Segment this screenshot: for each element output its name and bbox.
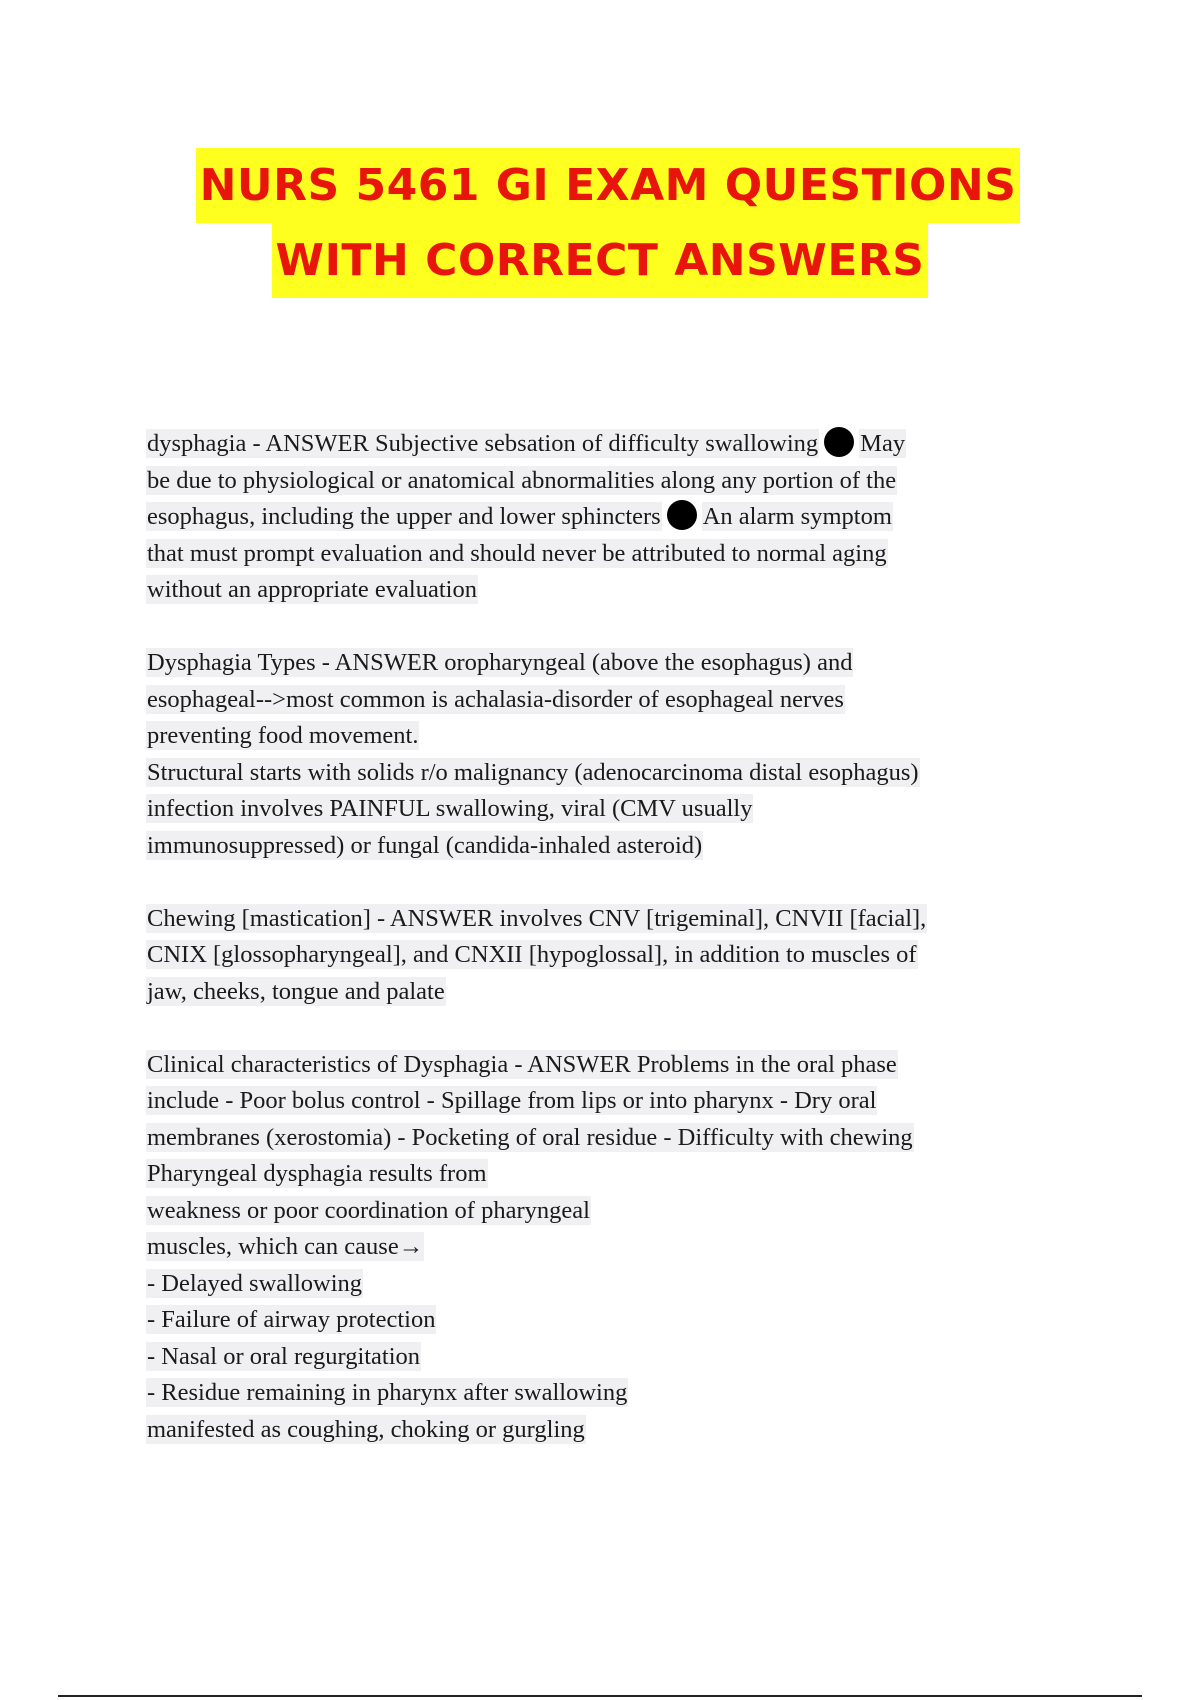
text-run: Clinical characteristics of Dysphagia - ANSWER Problems in the oral phase bbox=[147, 1050, 897, 1078]
text-line bbox=[147, 499, 1067, 536]
qa-entry-chewing bbox=[147, 901, 1067, 1011]
text-run: esophageal-->most common is achalasia-disorder of esophageal nerves bbox=[147, 685, 844, 713]
text-line bbox=[147, 463, 1067, 500]
qa-entry-dysphagia bbox=[147, 426, 1067, 609]
text-line bbox=[147, 937, 1067, 974]
text-run: esophagus, including the upper and lower sphincters bbox=[147, 503, 661, 530]
text-run: An alarm symptom bbox=[702, 503, 892, 530]
text-run: Dysphagia Types - ANSWER oropharyngeal (above the esophagus) and bbox=[147, 649, 853, 676]
text-line bbox=[147, 1266, 1067, 1303]
text-run: Chewing [mastication] - ANSWER involves CNV [trigeminal], CNVII [facial], bbox=[147, 904, 927, 932]
text-run: without an appropriate evaluation bbox=[147, 576, 477, 603]
text-line bbox=[147, 1193, 1067, 1230]
text-line bbox=[147, 426, 1067, 463]
text-run: muscles, which can cause→ bbox=[147, 1233, 424, 1260]
text-run: CNIX [glossopharyngeal], and CNXII [hypoglossal], in addition to muscles of bbox=[147, 941, 917, 968]
text-line bbox=[147, 1083, 1067, 1120]
text-run: dysphagia - ANSWER Subjective sebsation of difficulty swallowing bbox=[147, 430, 819, 457]
text-run: - Failure of airway protection bbox=[147, 1306, 436, 1333]
title-line-2: WITH CORRECT ANSWERS bbox=[272, 223, 929, 298]
text-run: jaw, cheeks, tongue and palate bbox=[147, 977, 445, 1005]
text-line bbox=[147, 536, 1067, 573]
text-line bbox=[147, 645, 1067, 682]
text-run: membranes (xerostomia) - Pocketing of oral residue - Difficulty with chewing bbox=[147, 1123, 913, 1151]
text-run: be due to physiological or anatomical abnormalities along any portion of the bbox=[147, 466, 897, 494]
text-line bbox=[147, 572, 1067, 609]
text-line bbox=[147, 1156, 1067, 1193]
text-run: - Residue remaining in pharynx after swallowing bbox=[147, 1379, 628, 1406]
text-line bbox=[147, 1302, 1067, 1339]
text-run: that must prompt evaluation and should never be attributed to normal aging bbox=[147, 539, 887, 567]
bullet-dot-icon bbox=[667, 500, 697, 530]
text-line bbox=[147, 1375, 1067, 1412]
document-body bbox=[147, 426, 1067, 1485]
text-run: - Nasal or oral regurgitation bbox=[147, 1342, 421, 1370]
text-line bbox=[147, 1339, 1067, 1376]
text-line bbox=[147, 828, 1067, 865]
bullet-dot-icon bbox=[824, 427, 854, 457]
title-line-1: NURS 5461 GI EXAM QUESTIONS bbox=[196, 148, 1021, 223]
text-run: include - Poor bolus control - Spillage from lips or into pharynx - Dry oral bbox=[147, 1087, 877, 1114]
qa-entry-dysphagia-types bbox=[147, 645, 1067, 864]
text-line bbox=[147, 755, 1067, 792]
text-line bbox=[147, 682, 1067, 719]
text-run: immunosuppressed) or fungal (candida-inhaled asteroid) bbox=[147, 831, 703, 859]
text-line bbox=[147, 1120, 1067, 1157]
qa-entry-clinical-characteristics bbox=[147, 1047, 1067, 1449]
text-run: weakness or poor coordination of pharyngeal bbox=[147, 1196, 590, 1224]
text-run: preventing food movement. bbox=[147, 722, 419, 749]
text-line bbox=[147, 974, 1067, 1011]
text-run: Structural starts with solids r/o malignancy (adenocarcinoma distal esophagus) bbox=[147, 758, 919, 786]
text-line bbox=[147, 1047, 1067, 1084]
text-run: manifested as coughing, choking or gurgling bbox=[147, 1415, 585, 1443]
text-run: May bbox=[860, 430, 906, 457]
footer-divider bbox=[58, 1695, 1142, 1697]
text-line bbox=[147, 901, 1067, 938]
text-run: Pharyngeal dysphagia results from bbox=[147, 1160, 487, 1187]
text-line bbox=[147, 791, 1067, 828]
text-line bbox=[147, 718, 1067, 755]
text-run: infection involves PAINFUL swallowing, viral (CMV usually bbox=[147, 795, 753, 822]
document-title bbox=[0, 148, 1200, 298]
text-line bbox=[147, 1412, 1067, 1449]
text-line bbox=[147, 1229, 1067, 1266]
text-run: - Delayed swallowing bbox=[147, 1269, 362, 1297]
